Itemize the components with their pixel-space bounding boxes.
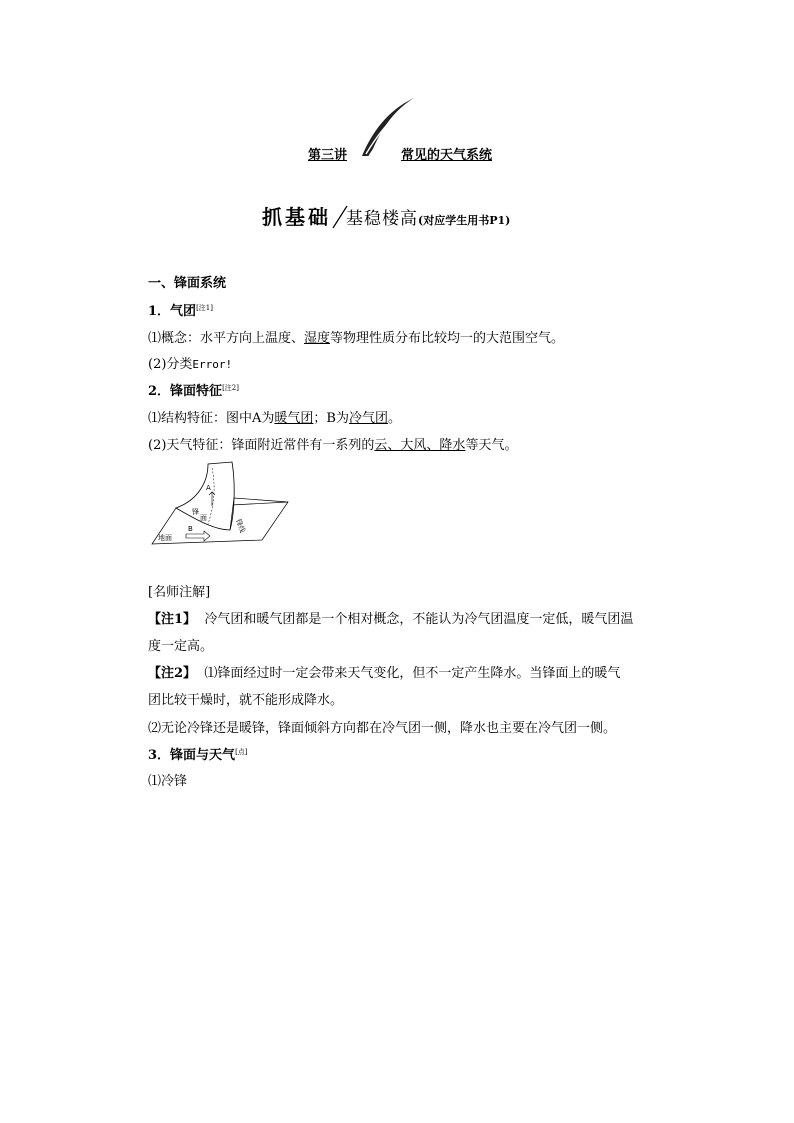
note1-text: 冷气团和暖气团都是一个相对概念，不能认为冷气团温度一定低，暖气团温 xyxy=(204,612,634,627)
structure-end: 。 xyxy=(387,411,401,426)
item2-heading xyxy=(148,380,239,399)
slash-divider-icon xyxy=(332,205,348,229)
banner-note: (对应学生用书P1) xyxy=(418,214,511,227)
lesson-name: 常见的天气系统 xyxy=(401,148,493,163)
weather-prefix: (2)天气特征：锋面附近常伴有一系列的 xyxy=(148,438,375,453)
concept-suffix: 等物理性质分布比较均一的大范围空气。 xyxy=(330,331,565,346)
section-heading: 一、锋面系统 xyxy=(148,276,227,291)
item1-note-ref: [注1] xyxy=(196,304,213,312)
lesson-label: 第三讲 xyxy=(308,148,348,163)
note2-text: ⑴锋面经过时一定会带来天气变化，但不一定产生降水。当锋面上的暖气 xyxy=(204,666,621,681)
weather-list: 云、大风、降水 xyxy=(374,438,466,453)
item2-title: 锋面特征 xyxy=(170,384,223,399)
classify-line xyxy=(148,353,232,372)
banner-main-title: 抓基础 xyxy=(262,205,331,229)
section-banner xyxy=(262,200,510,230)
item1-number: 1． xyxy=(148,304,171,319)
concept-underlined: 湿度 xyxy=(304,331,331,346)
item2-note-ref: [注2] xyxy=(222,384,239,392)
concept-prefix: ⑴概念：水平方向上温度、 xyxy=(148,331,305,346)
weather-line xyxy=(148,434,517,453)
note1-line1 xyxy=(148,608,633,627)
label-a: A xyxy=(206,484,211,492)
front-diagram xyxy=(150,458,290,546)
note2-tag: 【注2】 xyxy=(148,666,197,681)
item1-heading xyxy=(148,300,213,319)
note1-line2: 度一定高。 xyxy=(148,639,214,654)
item1-title: 气团 xyxy=(170,304,197,319)
cold-front-subheading: ⑴冷锋 xyxy=(148,774,188,789)
weather-suffix: 等天气。 xyxy=(465,438,518,453)
lesson-title xyxy=(308,144,492,163)
cold-air-mass: 冷气团 xyxy=(348,411,388,426)
concept-line xyxy=(148,327,564,346)
note2-line2: 团比较干燥时，就不能形成降水。 xyxy=(148,693,344,708)
note2-line3: ⑵无论冷锋还是暖锋，锋面倾斜方向都在冷气团一侧，降水也主要在冷气团一侧。 xyxy=(148,721,617,736)
warm-air-mass: 暖气团 xyxy=(274,411,314,426)
item3-note-ref: [点] xyxy=(235,748,248,756)
label-front-line: 锋线 xyxy=(234,517,247,534)
label-front-2: 面 xyxy=(200,514,207,522)
banner-subtitle: 基稳楼高 xyxy=(346,209,418,229)
label-b: B xyxy=(188,525,193,533)
item3-title: 锋面与天气 xyxy=(170,748,236,763)
structure-mid: ；B为 xyxy=(313,411,349,426)
structure-line xyxy=(148,407,401,426)
item3-heading xyxy=(148,744,248,763)
error-text: Error! xyxy=(192,358,233,371)
notes-heading: [名师注解] xyxy=(148,585,211,600)
label-front-1: 锋 xyxy=(192,508,199,516)
item3-number: 3． xyxy=(148,748,171,763)
label-ground: 地面 xyxy=(158,534,172,542)
classify-label: (2)分类 xyxy=(148,357,193,372)
structure-prefix: ⑴结构特征：图中A为 xyxy=(148,411,275,426)
note2-line1 xyxy=(148,662,620,681)
item2-number: 2． xyxy=(148,384,171,399)
note1-tag: 【注1】 xyxy=(148,612,197,627)
